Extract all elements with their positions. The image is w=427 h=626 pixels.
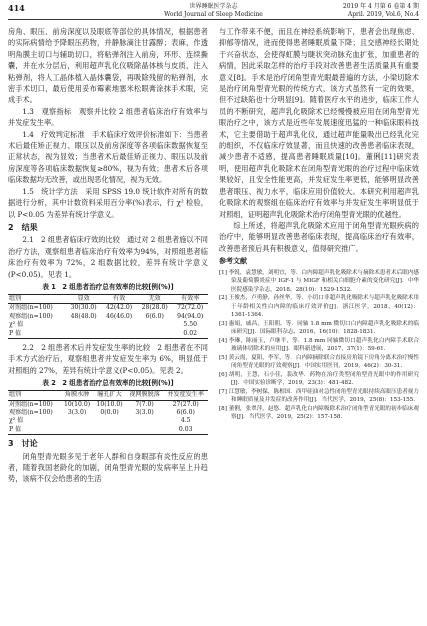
table-cell: 6(6.0) — [176, 409, 195, 416]
table-cell: 4.5 — [180, 417, 191, 425]
table-cell — [93, 426, 125, 435]
table-cell — [126, 417, 164, 425]
header-rule — [8, 19, 419, 20]
table-2 — [8, 390, 208, 435]
table-header-cell: 视网膜脱落 — [126, 391, 164, 400]
table-header-cell: 角膜水肿 — [61, 391, 93, 400]
table-cell: 观察组(n=100) — [9, 409, 53, 416]
table-cell: 10(10.0) — [64, 400, 91, 408]
references-heading: 参考文献 — [219, 257, 247, 266]
section-2-2: 2.2 2 组患者术后并发症发生率的比较 2 组患者在不同手术方式治疗后，观察组患者并发症发生率为 6%，明显低于对照组的 27%，差异有统计学意义(P<0.05)。见表 2。 — [8, 342, 208, 375]
table-cell: 46(46.0) — [106, 312, 133, 320]
table-cell: 0.02 — [172, 330, 208, 339]
table-cell — [126, 426, 164, 435]
table-cell: 30(30.0) — [70, 304, 97, 312]
table-cell: 3(3.0) — [135, 409, 154, 416]
table-header-cell: 组别 — [8, 294, 66, 303]
reference-item: [8] 董俐，张翠萍，赵悠．超声乳化白内障吸除术治疗闭角型青光眼的初步临床观察[J]．当代医学，2019，25(2)：157-158. — [219, 405, 419, 421]
table-cell: 28(28.0) — [141, 304, 168, 312]
heading-results: 2 结果 — [8, 222, 38, 232]
table-header-cell: 瞳孔扩大 — [93, 391, 125, 400]
paragraph-discussion-start: 闭角型青光眼多见于老年人群和自身眼部有炎性反应的患者，随着我国老龄化的加剧，闭角型青光眼的发病率呈上升趋势，该病不仅会给患者的生活 — [8, 451, 208, 484]
table-cell: P 值 — [8, 330, 66, 339]
issue-date-en: April. 2019, Vol.6, No.4 — [347, 10, 419, 18]
section-1-5: 1.5 统计学方法 采用 SPSS 19.0 统计软件对所有的数据进行分析，其中计数资料采用百分率(%)表示，行 χ² 检验，以 P<0.05 为差异有统计学意义。 — [8, 186, 208, 219]
reference-item: [1] 李锐，袁慧敏，刘明宜，等．白内障超声乳化吸除术与摘除术患者术后眼内感染及葡萄膜炎症中 IGF-1 与 MIGF 和相关白细胞介素的变化研究[J]．中华医院感染学杂志，2018，28(10)：1529-1532. — [219, 269, 419, 293]
table-header-cell: 无效 — [137, 294, 173, 303]
table-row — [8, 417, 208, 425]
section-2-1: 2.1 2 组患者临床疗效的比较 通过对 2 组患者施以不同治疗方法，观察组患者临床治疗有效率为94%，对照组患者临床治疗有效率为 72%，2 组数据比较，差异有统计学意义(P<0.05)。见表 1。 — [8, 235, 208, 279]
table-cell: 72(72.0) — [177, 304, 204, 312]
table-header-row — [8, 294, 208, 303]
paragraph-conclusion: 综上所述，将超声乳化吸除术应用于闭角型青光眼疾病的治疗中，能够明显改善患者临床表现，提高临床治疗有效率，改善患者预后具有积极意义，值得研究推广。 — [219, 220, 419, 253]
page-number: 414 — [8, 3, 25, 13]
table-cell: 对照组(n=100) — [9, 400, 53, 408]
table-cell: 7(7.0) — [135, 400, 154, 408]
table-header-row — [8, 391, 208, 400]
issue-info — [343, 3, 419, 18]
table-cell: 0(0.0) — [100, 409, 119, 416]
table-cell — [101, 330, 137, 339]
table-cell — [101, 321, 137, 329]
table-cell — [93, 417, 125, 425]
table-1 — [8, 294, 208, 339]
table-cell: P 值 — [8, 426, 61, 435]
journal-title-cn: 世界睡眠医学杂志 — [189, 3, 238, 10]
table-row — [8, 313, 208, 321]
table-2-caption: 表 2 2 组患者治疗总有效率的比较[例(%)] — [42, 379, 174, 388]
paragraph-surgery: 房角、眼压、前房深度以及眼底等部位的具体情况，根据患者的实际病情给予降眼压药物，并静脉滴注甘露醇；表麻，作透明角膜主切口与辅助切口，将粘弹剂注入前房，环形、连续撕囊，并在水分层后，利用超声乳化仪吸除晶体核与皮质，注入粘弹剂，将人工晶体植入晶体囊袋，再吸除残留的粘弹剂，水密手术切口，最后使用妥布霉素地塞米松眼膏涂抹手术眼，完成手术。 — [8, 27, 208, 105]
table-row — [8, 304, 208, 313]
table-cell — [66, 330, 102, 339]
table-cell — [61, 417, 93, 425]
table-cell: 5.50 — [183, 321, 197, 329]
section-1-4: 1.4 疗效判定标准 手术临床疗效评价标准如下：当患者术后最佳矫正视力、眼压以及前房深度等各项临床数据恢复至正常状态，视为显效；当患者术后最佳矫正视力、眼压以及前房深度等各项临床数据恢复≥80%，视为有效；患者术后各项临床数据均无改善，或出现恶化情况，视为无效。 — [8, 129, 208, 185]
table-cell: 94(94.0) — [177, 312, 204, 320]
reference-item: [2] 王俊杰，卢勇静，孙丝华，等．小切口非超声乳化吸除术与超声乳化吸除术用于年龄相关性白内障的临床疗效评价[J]．浙江医学，2018，40(12)：1361-1364. — [219, 295, 419, 319]
reference-item: [5] 黄云霞，夏阳，李军，等．白内障摘除联合直接房角镜下房角分离术治疗慢性闭角型青光眼的疗效观察[J]．中国实用医刊，2019，46(2)：30-31. — [219, 354, 419, 370]
table-row — [8, 330, 208, 339]
table-row — [8, 321, 208, 329]
table-cell: χ² 值 — [9, 321, 24, 329]
table-cell — [66, 321, 102, 329]
table-cell — [61, 426, 93, 435]
references-list — [219, 269, 419, 422]
journal-title-en: World Journal of Sleep Medicine — [164, 10, 263, 18]
section-1-3: 1.3 观察指标 观察并比较 2 组患者临床治疗有效率与并发症发生率。 — [8, 106, 208, 128]
table-cell: χ² 值 — [9, 417, 24, 425]
left-column — [8, 26, 208, 485]
reference-item: [4] 李琳，陈丽玉，卢继平，等．1.8 mm 同轴微切口超声乳化白内障手术联合玻璃体切除术的应用[J]．眼科新进展，2017，37(1)：59-61. — [219, 337, 419, 353]
table-cell — [137, 330, 173, 339]
table-cell: 10(10.0) — [96, 400, 123, 408]
reference-item: [7] 江慧敏，李树保，陈相国．西甲硅油对急性闭角型青光眼持续高眼压患者视力和睡眠质量及并发症的改善作用[J]．当代医学，2019，25(8)：153-155. — [219, 388, 419, 404]
table-cell: 42(42.0) — [106, 304, 133, 312]
table-cell: 对照组(n=100) — [9, 304, 53, 312]
running-header — [8, 3, 419, 25]
table-row — [8, 426, 208, 435]
reference-item: [6] 胡明，王慧，石小佳，裴改华．药物在治疗类型闭角型青光眼中的作用研究[J]．中国实验诊断学，2019，23(3)：481-482. — [219, 371, 419, 387]
table-header-cell: 并发症发生率 — [163, 391, 208, 400]
table-row — [8, 400, 208, 409]
table-header-cell: 有效 — [101, 294, 137, 303]
reference-item: [3] 惠娟，戚昌，王阳朝，等．同轴 1.8 mm 微切口白内障超声乳化吸除术的临床研究[J]．国际眼科杂志，2016，16(10)：1828-1831. — [219, 320, 419, 336]
issue-date-cn: 2019 年 4 月第 6 卷第 4 期 — [342, 3, 419, 10]
paragraph-discussion-cont: 与工作带来不便，而且在神经系统影响下，患者会出现焦虑、抑郁等情况，进而使得患者睡眠质量下降；且交感神经长期处于兴奋状态，会使得虹膜与睫状突动脉充血扩张，加重患者的病情，因此采取怎样的治疗手段对改善患者生活质量具有重要意义[8]。手术是治疗闭角型青光眼最普遍的方法，小梁切除术是治疗闭角型青光眼的传统方式，该方式虽然有一定的效果，但不过缺陷也十分明显[9]。随着医疗水平的进步，临床工作人员的不断研究，超声乳化吸除术已经慢慢被应用在闭角型青光眼治疗之中，该方式是近些年发展速度迅猛的一种临床眼科技术，它主要借助于超声乳化仪，通过超声能量吸出已经乳化完的组织，不仅临床疗效显著，而且快速的改善患者临床表现，减少患者不适感，提高患者睡眠质量[10]。董俐[11]研究表明，使用超声乳化吸除术在闭角型青光眼的治疗过程中临床效果较好，且安全性能更高，并发症发生率更低，能够明显改善患者眼压、视力水平，临床应用价值较大。本研究利用超声乳化吸除术的观察组在临床治疗有效率与并发症发生率明显低于对照组，证明超声乳化吸除术治疗闭角型青光眼的优越性。 — [219, 27, 419, 219]
table-cell: 6(6.0) — [145, 312, 164, 320]
table-header-cell: 有效率 — [172, 294, 208, 303]
table-header-cell: 显效 — [66, 294, 102, 303]
table-row — [8, 409, 208, 417]
right-column — [219, 26, 419, 422]
table-cell: 3(3.0) — [67, 409, 87, 416]
table-1-caption: 表 1 2 组患者治疗总有效率的比较[例(%)] — [42, 282, 174, 291]
table-cell: 27(27.0) — [172, 400, 199, 408]
table-cell: 观察组(n=100) — [9, 312, 53, 320]
table-cell — [137, 321, 173, 329]
table-cell: 48(48.0) — [70, 312, 97, 320]
heading-discussion: 3 讨论 — [8, 439, 38, 449]
table-cell: 0.03 — [163, 426, 208, 435]
table-header-cell: 组别 — [8, 391, 61, 400]
